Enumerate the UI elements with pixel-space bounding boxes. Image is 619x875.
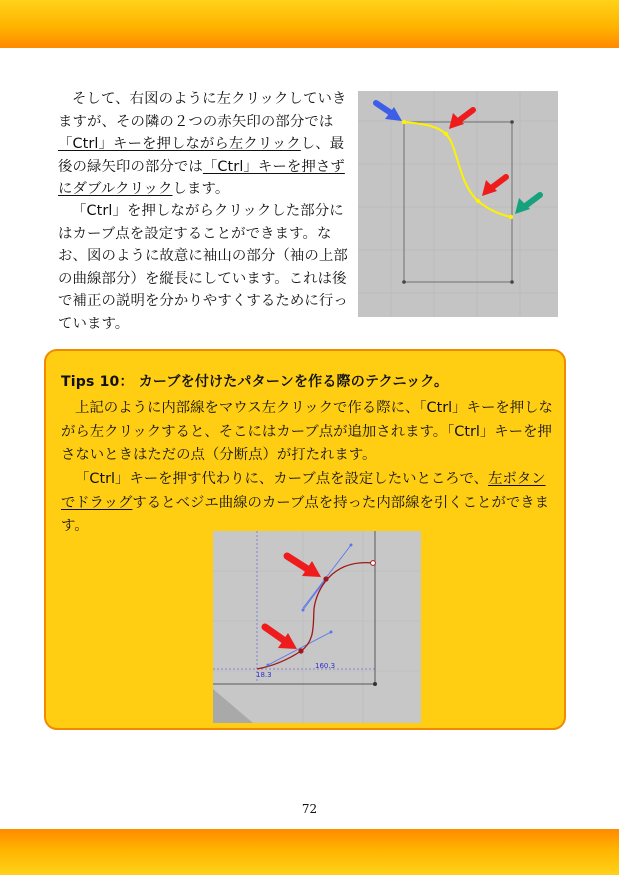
underlined-text: 「Ctrl」キーを押しながら左クリック xyxy=(58,136,301,153)
corner-point xyxy=(373,682,377,686)
curve-point xyxy=(444,132,448,136)
corner-point xyxy=(510,120,514,124)
text-segment: し、最後の緑矢印の部分では xyxy=(58,136,345,175)
figure-background xyxy=(213,531,421,723)
curve-point xyxy=(402,120,406,124)
underlined-text: 左ボタンでドラッグ xyxy=(61,471,546,511)
corner-point xyxy=(402,280,406,284)
text-segment: します。 xyxy=(172,181,230,198)
handle-point xyxy=(302,609,305,612)
measure-label-right: 160.3 xyxy=(315,662,336,670)
measure-label-left: 18.3 xyxy=(256,671,272,679)
handle-point xyxy=(350,544,353,547)
curve-point xyxy=(298,648,303,653)
bezier-curve-figure xyxy=(213,531,421,723)
tips-title: Tips 10： カーブを付けたパターンを作る際のテクニック。 xyxy=(61,374,449,390)
intro-paragraph-1 xyxy=(58,88,356,201)
tips-paragraph-2 xyxy=(61,468,556,539)
header-band xyxy=(0,0,619,48)
text-segment: するとベジエ曲線のカーブ点を持った内部線を引くことができます。 xyxy=(61,494,550,534)
curve-point xyxy=(476,199,480,203)
page-number: 72 xyxy=(301,802,318,816)
handle-point xyxy=(267,664,270,667)
curve-point xyxy=(509,215,513,219)
curve-point xyxy=(323,576,328,581)
underlined-text: 「Ctrl」キーを押さずにダブルクリック xyxy=(58,158,345,198)
intro-paragraph-2: 「Ctrl」を押しながらクリックした部分にはカーブ点を設定することができます。なお、図のように故意に袖山の部分（袖の上部の曲線部分）を縦長にしています。これは後で補正の説明を分かりやすくするために行っています。 xyxy=(58,203,348,332)
corner-point xyxy=(510,280,514,284)
end-point xyxy=(371,561,376,566)
text-segment: 「Ctrl」キーを押す代わりに、カーブ点を設定したいところで、 xyxy=(75,471,489,487)
footer-band xyxy=(0,829,619,875)
sleeve-curve-figure xyxy=(358,91,558,317)
text-segment: そして、右図のように左クリックしていきますが、その隣の２つの赤矢印の部分では xyxy=(58,91,347,130)
tips-paragraph-1: 上記のように内部線をマウス左クリックで作る際に、「Ctrl」キーを押しながら左クリックすると、そこにはカーブ点が追加されます。「Ctrl」キーを押さないときはただの点（分断点）が打たれます。 xyxy=(61,400,553,463)
handle-point xyxy=(330,631,333,634)
